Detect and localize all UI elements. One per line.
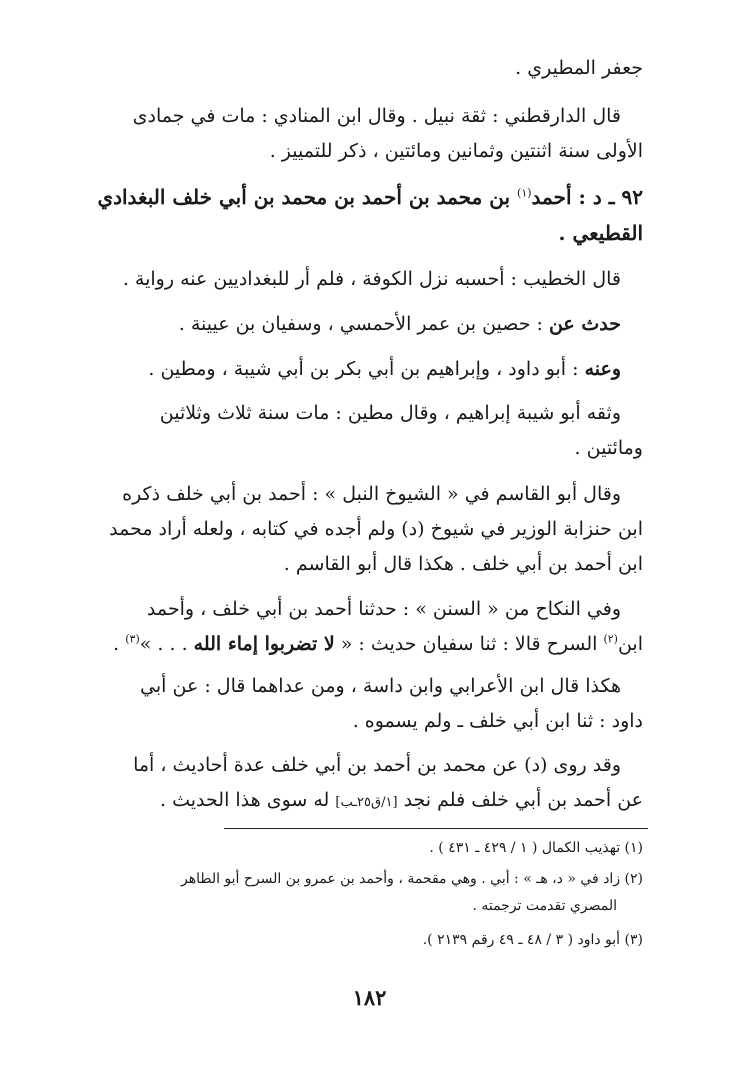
paragraph-daraqutni: قال الدارقطني : ثقة نبيل . وقال ابن المنادي : مات في جمادى الأولى سنة اثنتين وثمانين ومائتين ، ذكر للتمييز . xyxy=(132,105,643,162)
paragraph-abulqasim: وقال أبو القاسم في « الشيوخ النبل » : أحمد بن أبي خلف ذكره ابن حنزابة الوزير في شيوخ (د) ولم أجده في كتابه ، ولعله أراد محمد ابن أحمد بن أبي خلف . هكذا قال أبو القاسم . xyxy=(109,483,643,575)
paragraph-khatib: قال الخطيب : أحسبه نزل الكوفة ، فلم أر للبغداديين عنه رواية . xyxy=(122,268,621,290)
paragraph-narrated-from: حدث عن : حصين بن عمر الأحمسي ، وسفيان بن عيينة . xyxy=(178,313,621,335)
manuscript-folio-ref: [١/ق٢٥ـب] xyxy=(335,795,398,810)
footnote-2: (٢) زاد في « د، هـ » : أبي . وهي مقحمة ، وأحمد بن عمرو بن السرح أبو الطاهر المصري تقدمت ترجمته . xyxy=(180,871,643,914)
footnote-separator xyxy=(224,828,648,829)
continued-line: جعفر المطيري . xyxy=(515,57,643,79)
paragraph-narrators-from-him: وعنه : أبو داود ، وإبراهيم بن أبي بكر بن أبي شيبة ، ومطين . xyxy=(148,358,621,380)
paragraph-ibn-alarabi: هكذا قال ابن الأعرابي وابن داسة ، ومن عداهما قال : عن أبي داود : ثنا ابن أبي خلف ـ ولم يسموه . xyxy=(140,675,643,732)
label-narrated-from: حدث عن xyxy=(548,313,621,335)
footnote-ref-3: (٣) xyxy=(125,632,140,646)
paragraph-nikah: وفي النكاح من « السنن » : حدثنا أحمد بن أبي خلف ، وأحمد ابن$^{(٢)}$ السرح قالا : ثنا سفيان حديث : « لا تضربوا إماء الله . . . »$^{(٣)}$ . xyxy=(113,598,643,655)
footnote-ref-2: (٢) xyxy=(603,632,618,646)
label-from-him: وعنه xyxy=(584,358,621,380)
footnote-3: (٣) أبو داود ( ٣ / ٤٨ ـ ٤٩ رقم ٢١٣٩ ). xyxy=(422,932,643,948)
paragraph-tawthiq: وثقه أبو شيبة إبراهيم ، وقال مطين : مات سنة ثلاث وثلاثين ومائتين . xyxy=(159,402,643,459)
entry-title-line2: القطيعي . xyxy=(558,221,643,245)
entry-title-rest: بن محمد بن أحمد بن محمد بن أبي خلف البغدادي xyxy=(97,185,518,209)
hadith-text: لا تضربوا إماء الله xyxy=(193,633,335,655)
footnote-1: (١) تهذيب الكمال ( ١ / ٤٢٩ ـ ٤٣١ ) . xyxy=(429,840,643,856)
page-number: ١٨٢ xyxy=(352,985,387,1010)
entry-heading xyxy=(91,180,643,252)
footnote-ref-1: (١) xyxy=(517,186,532,200)
paragraph-riwaya: وقد روى (د) عن محمد بن أحمد بن أبي خلف عدة أحاديث ، أما عن أحمد بن أبي خلف فلم نجد [١/ق٢٥ـب] له سوى هذا الحديث . xyxy=(133,754,643,811)
entry-title-start: ٩٢ ـ د : أحمد xyxy=(531,185,643,209)
